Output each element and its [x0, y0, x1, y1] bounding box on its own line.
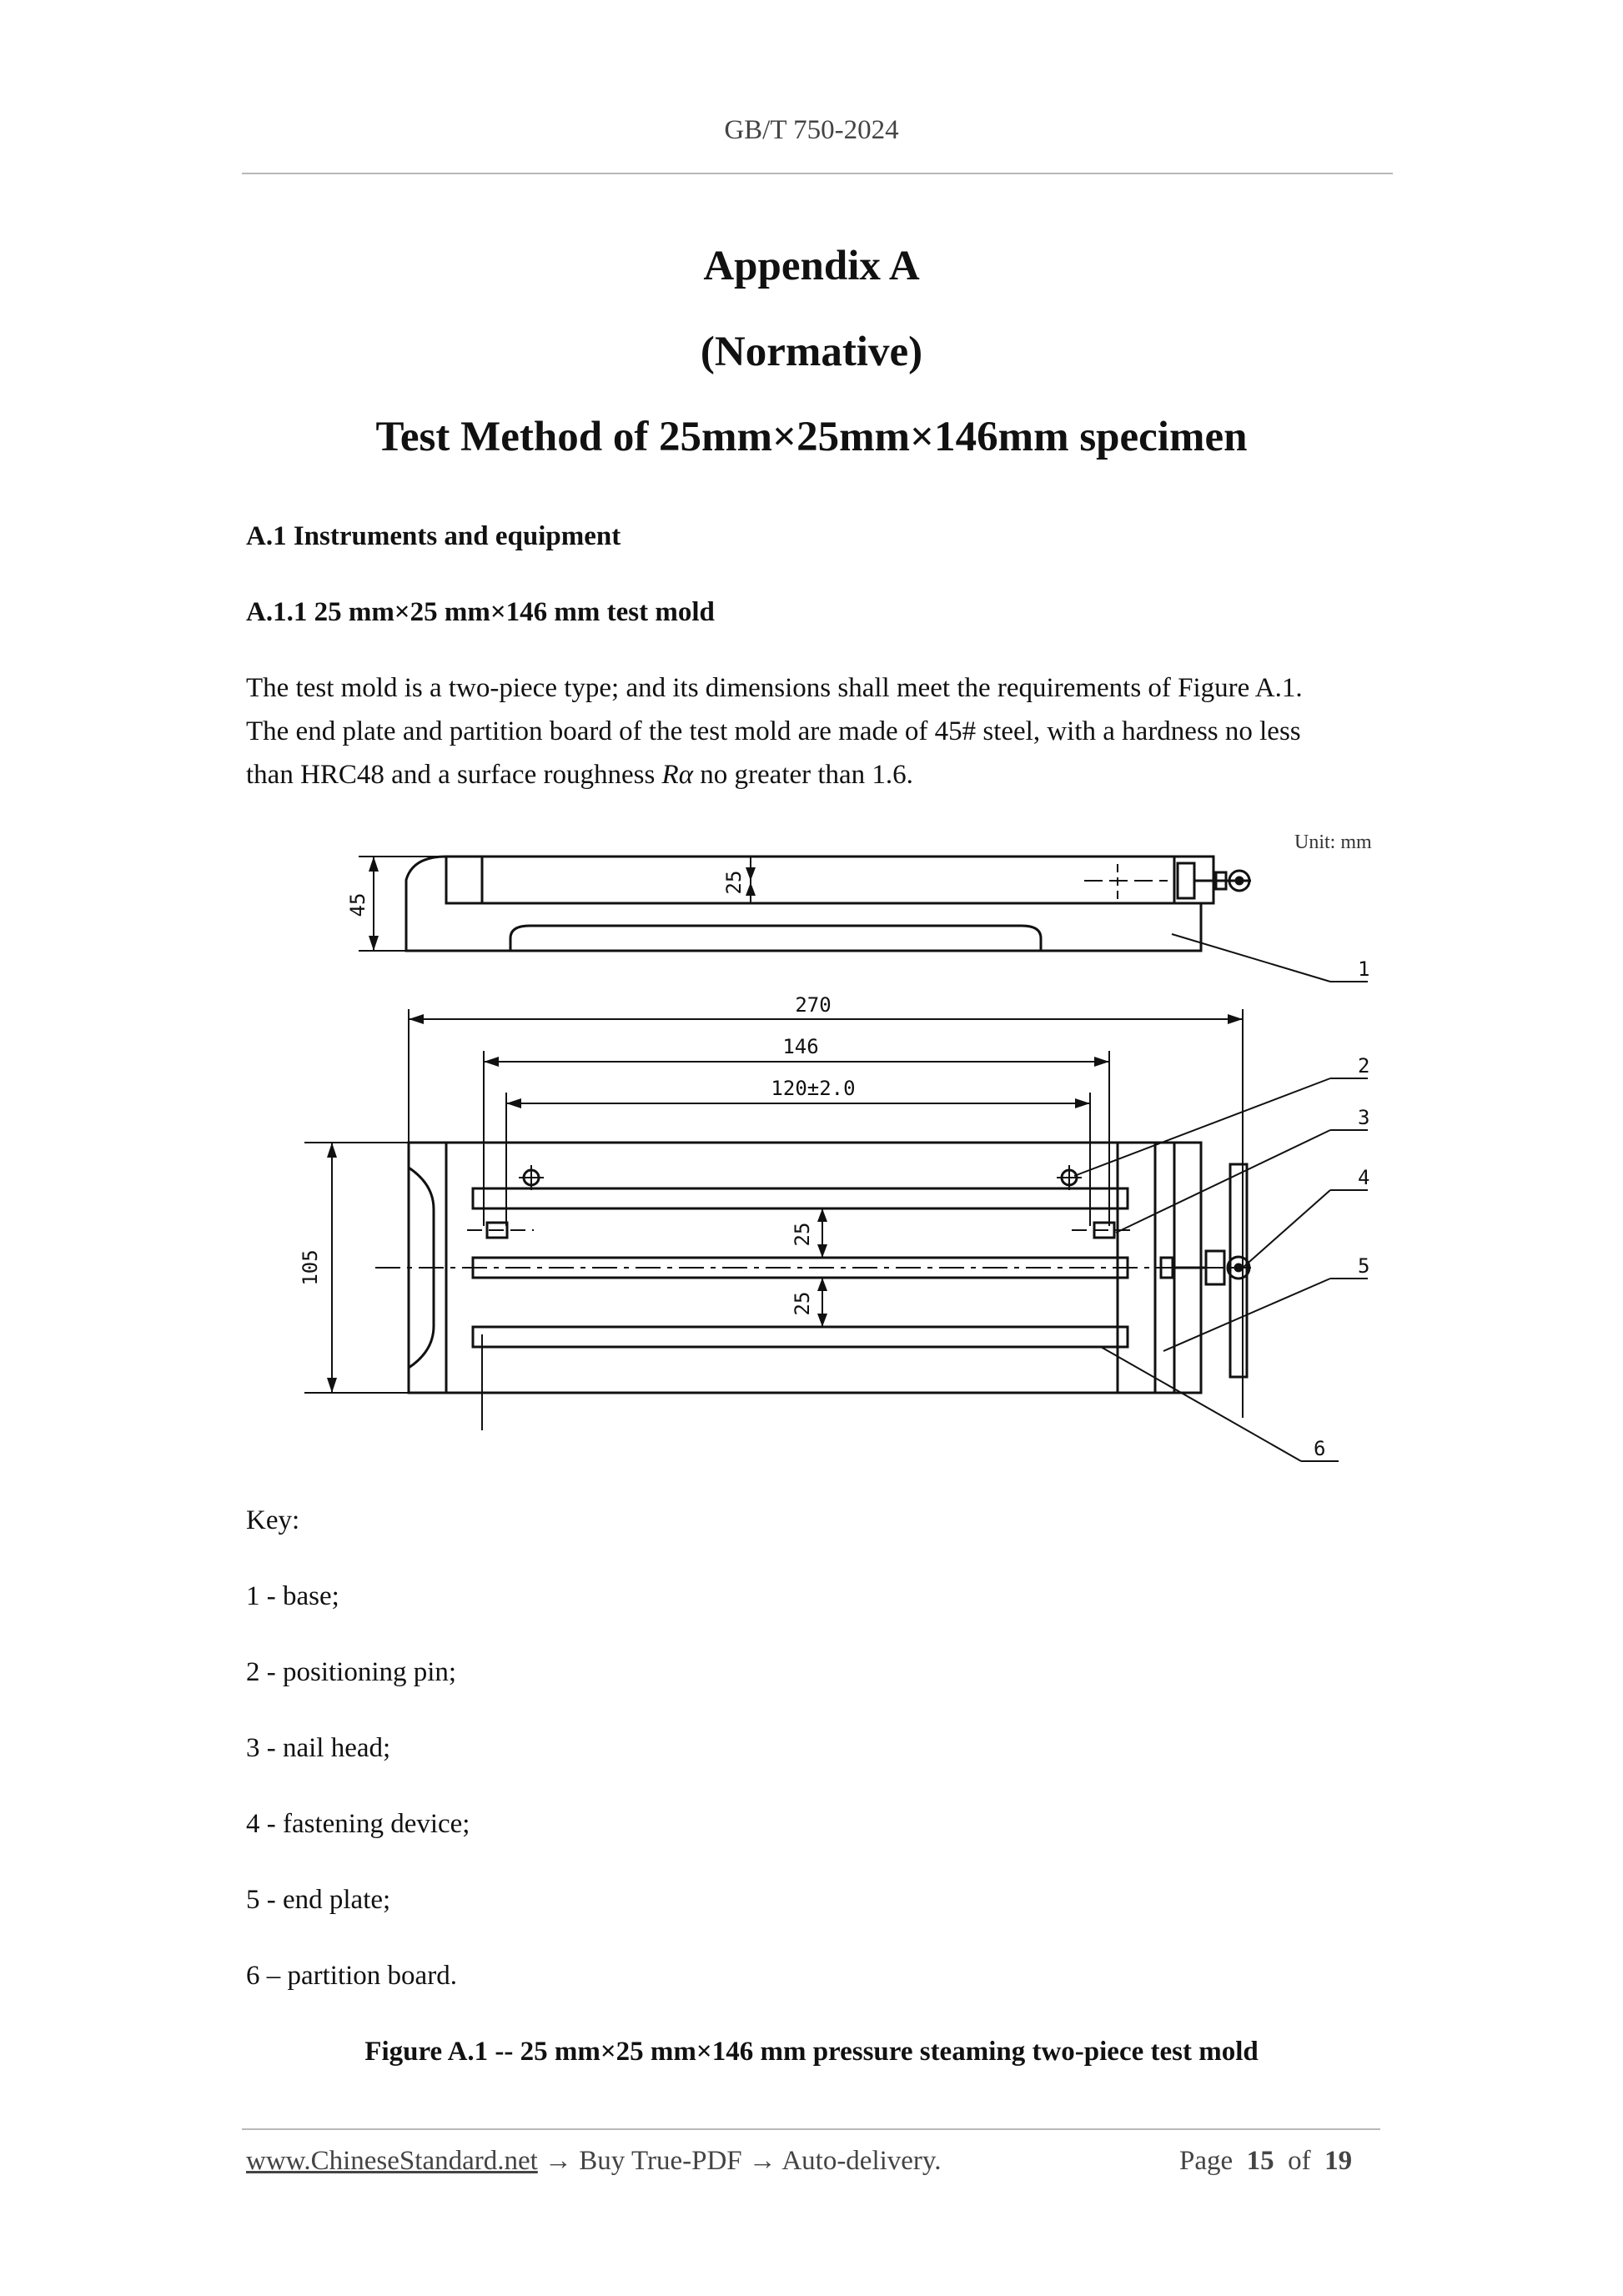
text-run: no greater than 1.6.	[693, 760, 913, 790]
site-link[interactable]: www.ChineseStandard.net	[246, 2146, 538, 2176]
key-item: 2 - positioning pin;	[246, 1657, 457, 1687]
key-item: 6 – partition board.	[246, 1961, 457, 1991]
key-item: 3 - nail head;	[246, 1733, 391, 1763]
text-run: than HRC48 and a surface roughness	[246, 760, 662, 790]
callout-4: 4	[1358, 1166, 1370, 1189]
section-heading: A.1 Instruments and equipment	[246, 521, 621, 551]
page-total: 19	[1324, 2146, 1353, 2176]
callout-1: 1	[1358, 957, 1370, 981]
dim-45-label: 45	[346, 892, 369, 917]
key-label: Key:	[246, 1505, 300, 1535]
paragraph-line: The end plate and partition board of the test mold are made of 45# steel, with a hardness no less	[246, 716, 1301, 746]
dim-gap-25-label: 25	[791, 1291, 814, 1316]
callout-2: 2	[1358, 1054, 1370, 1078]
of-word: of	[1288, 2146, 1311, 2176]
unit-label: Unit: mm	[1294, 831, 1372, 853]
arrow-icon: →	[545, 2146, 573, 2176]
subsection-heading: A.1.1 25 mm×25 mm×146 mm test mold	[246, 597, 715, 627]
page-indicator	[1179, 2146, 1352, 2177]
partition-board-3	[473, 1327, 1128, 1347]
key-item: 5 - end plate;	[246, 1885, 391, 1915]
dim-105-label: 105	[299, 1249, 322, 1286]
delivery-text: Auto-delivery.	[781, 2146, 942, 2176]
dim-top-25-label: 25	[722, 870, 746, 895]
page-number: 15	[1246, 2146, 1274, 2176]
key-item: 4 - fastening device;	[246, 1809, 470, 1839]
document-code: GB/T 750-2024	[724, 115, 899, 145]
footer-links	[246, 2146, 942, 2177]
callout-3: 3	[1358, 1106, 1370, 1129]
paragraph-line: The test mold is a two-piece type; and its dimensions shall meet the requirements of Figure A.1.	[246, 673, 1303, 703]
dim-146-label: 146	[782, 1035, 819, 1058]
figure-caption: Figure A.1 -- 25 mm×25 mm×146 mm pressure steaming two-piece test mold	[364, 2037, 1259, 2067]
appendix-type: (Normative)	[700, 329, 923, 375]
appendix-subtitle: Test Method of 25mm×25mm×146mm specimen	[375, 414, 1248, 460]
roughness-symbol: Rα	[661, 760, 694, 790]
partition-board-1	[473, 1188, 1128, 1208]
page-word: Page	[1179, 2146, 1234, 2176]
dim-gap-25-label: 25	[791, 1222, 814, 1247]
footer-rule	[242, 2128, 1380, 2130]
appendix-title: Appendix A	[703, 243, 920, 289]
buy-pdf-text: Buy True-PDF	[579, 2146, 742, 2176]
arrow-icon: →	[748, 2146, 776, 2176]
callout-5: 5	[1358, 1254, 1370, 1278]
dim-120-label: 120±2.0	[771, 1077, 856, 1100]
callout-6: 6	[1314, 1437, 1326, 1460]
key-item: 1 - base;	[246, 1581, 339, 1611]
dim-270-label: 270	[795, 993, 832, 1017]
